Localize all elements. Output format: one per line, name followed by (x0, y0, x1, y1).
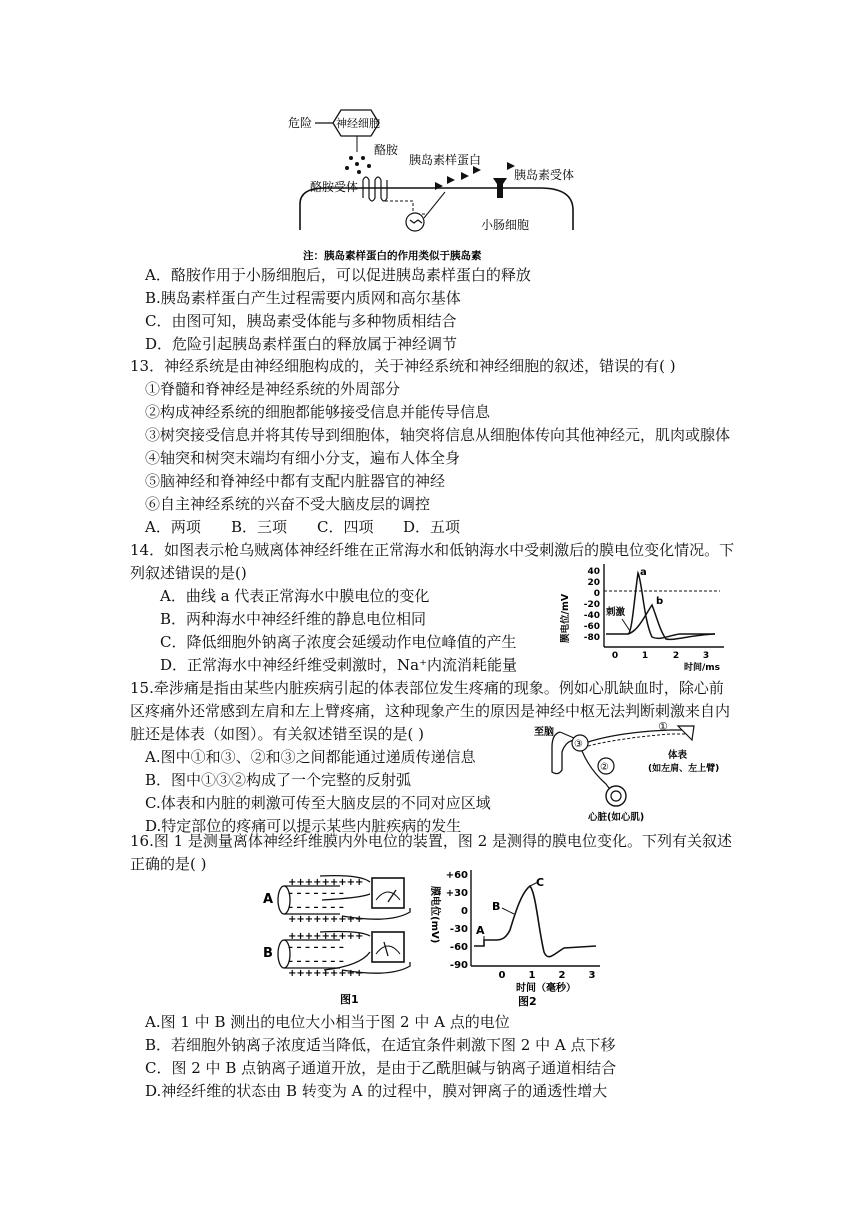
q14-xtick: 3 (702, 651, 710, 661)
q13-statement-1: ①脊髓和脊神经是神经系统的外周部分 (145, 380, 401, 398)
q13-option-b: B．三项 (231, 518, 288, 536)
skin-sub-label: (如左肩、左上臂) (648, 764, 720, 774)
to-brain-label: 至脑 (534, 727, 554, 738)
q14-ytick: -40 (583, 611, 600, 621)
q14-ytick: -20 (583, 600, 600, 610)
q14-option-c: C．降低细胞外钠离子浓度会延缓动作电位峰值的产生 (160, 633, 517, 651)
q16-yticks (446, 870, 468, 971)
q13-stem: 13．神经系统是由神经细胞构成的，关于神经系统和神经细胞的叙述，错误的有( ) (130, 357, 676, 375)
figure-1-caption: 图1 (340, 993, 359, 1006)
q16-xtick: 3 (588, 970, 596, 981)
neuron-3-label: ③ (574, 739, 583, 750)
q14-xticks (612, 651, 709, 661)
q14-xtick: 1 (641, 651, 649, 661)
q15-option-a: A.图中①和③、②和③之间都能通过递质传递信息 (145, 748, 476, 766)
small-intestine-cell-label: 小肠细胞 (481, 218, 530, 232)
figure-2-caption: 图2 (518, 995, 537, 1008)
q13-options (145, 517, 460, 537)
q16-option-a: A.图 1 中 B 测出的电位大小相当于图 2 中 A 点的电位 (145, 1013, 510, 1031)
diagram-note: 注：胰岛素样蛋白的作用类似于胰岛素 (303, 250, 482, 262)
q14-yticks (584, 567, 600, 643)
q12-option-c: C．由图可知，胰岛素受体能与多种物质相结合 (145, 312, 457, 330)
heart-inner (611, 791, 621, 801)
q16-ytick: +60 (445, 870, 468, 881)
q15-stem-line-3: 脏还是体表（如图）。有关叙述错至误的是( ) (130, 725, 424, 743)
q14-ylabel: 膜电位/mV (560, 593, 571, 643)
octopamine-label: 酪胺 (374, 143, 399, 157)
q16-xtick: 0 (498, 970, 506, 981)
q16-ytick: +30 (445, 888, 468, 899)
meter-b (372, 932, 404, 962)
neuron-label: 神经细胞 (336, 117, 380, 130)
svg-text:+++++++++: +++++++++ (288, 931, 364, 942)
q16-xtick: 1 (528, 970, 536, 981)
q13-statement-4: ④轴突和树突末端均有细小分支，遍布人体全身 (145, 449, 461, 467)
q14-curve-a-label: a (640, 567, 647, 578)
q12-option-a: A．酪胺作用于小肠细胞后，可以促进胰岛素样蛋白的释放 (145, 266, 531, 284)
q13-statement-3: ③树突接受信息并将其传导到细胞体，轴突将信息从细胞体传向其他神经元，肌肉或腺体 (145, 426, 731, 444)
q14-stem-line-1: 14．如图表示枪乌贼离体神经纤维在正常海水和低钠海水中受刺激后的膜电位变化情况。下 (130, 541, 735, 559)
q16-point-b: B (492, 900, 501, 913)
q14-ytick: 20 (587, 578, 600, 588)
q16-xlabel: 时间（毫秒） (516, 983, 576, 994)
setup-a-label: A (263, 892, 274, 907)
q14-ytick: 0 (593, 589, 600, 599)
q16-potential-curve (474, 886, 596, 957)
q15-stem-line-2: 区疼痛外还常感到左肩和左上臂疼痛，这种现象产生的原因是神经中枢无法判断刺激来自内 (130, 702, 731, 720)
q16-option-d: D.神经纤维的状态由 B 转变为 A 的过程中，膜对钾离子的通透性增大 (145, 1082, 608, 1100)
q15-option-d: D.特定部位的疼痛可以提示某些内脏疾病的发生 (145, 817, 462, 835)
insulin-receptor-label: 胰岛素受体 (514, 168, 575, 182)
meter-a (372, 878, 404, 908)
q16-ytick: -60 (449, 942, 468, 953)
octopamine-receptor (363, 177, 387, 201)
q16-ylabel: 膜电位(mV) (429, 886, 440, 944)
neuron-1-label: ① (658, 722, 668, 733)
q13-statement-6: ⑥自主神经系统的兴奋不受大脑皮层的调控 (145, 495, 431, 513)
q14-option-a: A．曲线 a 代表正常海水中膜电位的变化 (160, 587, 430, 605)
q16-stem-line-1: 16.图 1 是测量离体神经纤维膜内外电位的装置，图 2 是测得的膜电位变化。下列有关叙述 (130, 832, 733, 850)
q16-figure-2-chart (422, 866, 608, 1008)
q14-membrane-potential-chart (560, 561, 730, 675)
spinal-cord (552, 732, 576, 774)
heart-label: 心脏(如心肌) (588, 812, 645, 823)
q14-curve-b-label: b (656, 596, 664, 607)
referred-pain-diagram (530, 722, 735, 826)
small-intestine-cell-membrane (300, 188, 573, 230)
q14-xtick: 0 (611, 651, 619, 661)
skin-receptor (678, 726, 694, 740)
q16-point-a: A (476, 924, 485, 937)
octopamine-receptor-label: 酪胺受体 (310, 180, 359, 194)
q13-option-a: A．两项 (145, 518, 201, 536)
q13-statement-5: ⑤脑神经和脊神经中都有支配内脏器官的神经 (145, 472, 446, 490)
q15-option-b: B．图中①③②构成了一个完整的反射弧 (145, 771, 412, 789)
q16-stem-line-2: 正确的是( ) (130, 855, 207, 873)
danger-label: 危险 (288, 116, 313, 130)
q13-option-c: C．四项 (317, 518, 374, 536)
q14-stem-line-2: 列叙述错误的是() (130, 564, 247, 582)
insulin-like-protein-label: 胰岛素样蛋白 (409, 153, 482, 167)
q16-option-c: C．图 2 中 B 点钠离子通道开放，是由于乙酰胆碱与钠离子通道相结合 (145, 1059, 617, 1077)
svg-text:– – – – – – –: – – – – – – – (288, 902, 344, 913)
q13-option-d: D．五项 (403, 518, 461, 536)
q14-option-d: D．正常海水中神经纤维受刺激时，Na⁺内流消耗能量 (160, 656, 518, 674)
svg-text:– – – – – – –: – – – – – – – (288, 956, 344, 967)
q16-ytick: -90 (449, 960, 468, 971)
svg-text:– – – – – – –: – – – – – – – (288, 888, 344, 899)
skin-label: 体表 (668, 750, 688, 761)
q14-xtick: 2 (672, 651, 680, 661)
q15-stem-line-1: 15.牵涉痛是指由某些内脏疾病引起的体表部位发生疼痛的现象。例如心肌缺血时，除心前 (130, 679, 724, 697)
q16-xticks (499, 970, 596, 981)
q13-statement-2: ②构成神经系统的细胞都能够接受信息并能传导信息 (145, 403, 491, 421)
q12-option-d: D．危险引起胰岛素样蛋白的释放属于神经调节 (145, 335, 458, 353)
q12-option-b: B.胰岛素样蛋白产生过程需要内质网和高尔基体 (145, 289, 461, 307)
q14-ytick: -80 (583, 633, 600, 643)
q14-xlabel: 时间/ms (684, 663, 721, 673)
q14-ytick: -60 (583, 622, 600, 632)
svg-text:– – – – – – –: – – – – – – – (288, 942, 344, 953)
q14-ytick: 40 (587, 567, 600, 577)
neuron-2-label: ② (600, 762, 609, 773)
q16-point-c: C (536, 876, 545, 889)
q15-option-c: C.体表和内脏的刺激可传至大脑皮层的不同对应区域 (145, 794, 491, 812)
setup-b-label: B (263, 946, 273, 961)
svg-text:+++++++++: +++++++++ (288, 914, 364, 925)
q16-option-b: B．若细胞外钠离子浓度适当降低，在适宜条件刺激下图 2 中 A 点下移 (145, 1036, 616, 1054)
q14-option-b: B．两种海水中神经纤维的静息电位相同 (160, 610, 427, 628)
q16-xtick: 2 (558, 970, 566, 981)
svg-text:+++++++++: +++++++++ (288, 968, 364, 979)
q16-ytick: -30 (449, 924, 468, 935)
insulin-like-protein-diagram (285, 100, 585, 262)
q16-ytick: 0 (461, 906, 468, 917)
q14-stim-label: 刺激 (606, 607, 626, 618)
svg-text:+++++++++: +++++++++ (288, 877, 364, 888)
